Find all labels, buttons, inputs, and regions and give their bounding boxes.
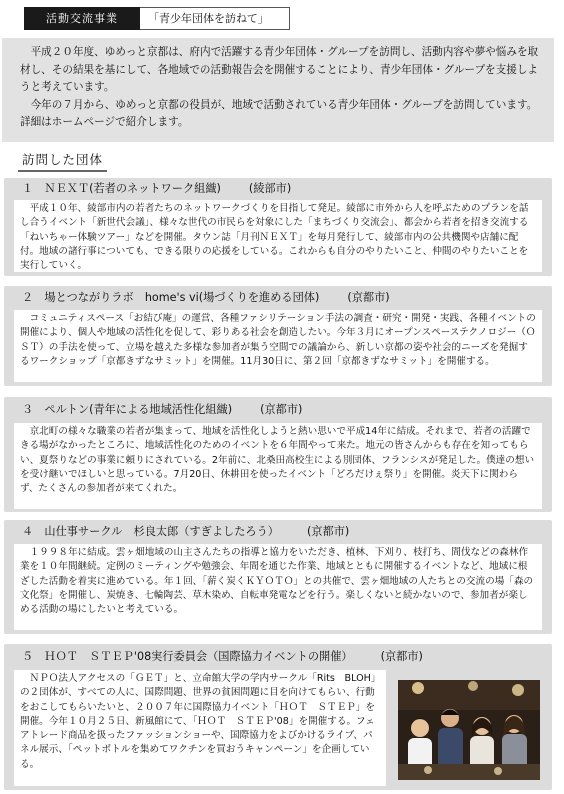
org-description: ＮＰＯ法人アクセスの「ＧＥＴ」と、立命館大学の学内サークル「Rits BLOH」の２団体が、すべての人に、国際問題、世界の貧困問題に目を向けてもらい、行動をおこしてもらいたいと、２００７年に国際協力イベント「ＨＯＴ ＳＴＥＰ」を開催。今年１０月２５日、新風館にて、「ＨＯＴ ＳＴＥＰ'08」を開催する。フェアトレード商品を扱ったファッションショーや、国際協力をよびかけるライブ、パネル展示、「ペットボトルを集めてワクチンを買おうキャンペーン」を企画している。 — [14, 670, 386, 786]
org-title: １ ＮＥＸＴ(若者のネットワーク組織) — [22, 182, 221, 195]
org-card-1 — [4, 178, 552, 276]
org-title: ５ ＨＯＴ ＳＴＥＰ'08実行委員会（国際協力イベントの開催） — [22, 650, 353, 663]
section-heading: 訪問した団体 — [18, 150, 107, 172]
org-city: (綾部市) — [248, 182, 292, 195]
org-description: コミュニティスペース「お結び庵」の運営、各種ファシリテーション手法の調査・研究・開発・実践、各種イベントの開催により、個人や地域の活性化を促して、彩りある社会を創造したい。今年３月にオープンスペーステクノロジー（ＯＳＴ）の手法を使って、立場を越えた多様な参加者が集う空間での議論から、新しい京都の姿や社会的ニーズを発掘するワークショップ「京都きずなサミット」を開催。11月30日に、第２回「京都きずなサミット」を開催する。 — [14, 310, 542, 382]
org-city: (京都市) — [347, 291, 390, 304]
org-city: (京都市) — [306, 525, 350, 538]
article-header — [24, 7, 290, 30]
org-description: 平成１０年、綾部市内の若者たちのネットワークづくりを目指して発足。綾部に市外から人を呼ぶためのプランを話し合うイベント「新世代会議」、様々な世代の市民らを対象にした「まちづくり交流会」、都会から若者を招き交流する「ねいちゃー体験ツアー」などを開催。タウン誌「月刊ＮＥＸＴ」を毎月発行して、綾部市内の公共機関や店舗に配付。地域の諸行事についても、できる限りの応援をしている。これからも自分のやりたいこと、仲間のやりたいことを実行していく。 — [14, 200, 542, 272]
intro-paragraph-1: 平成２０年度、ゆめっと京都は、府内で活躍する青少年団体・グループを訪問し、活動内容や夢や悩みを取材し、その結果を基にして、各地域での活動報告会を開催することにより、青少年団体・グループを支援しようと考えています。 — [20, 46, 539, 93]
org-card-3 — [4, 397, 552, 512]
org-title-row — [4, 520, 552, 542]
org-title-row — [4, 397, 552, 421]
org-title: ４ 山仕事サークル 杉良太郎（すぎよしたろう） — [22, 525, 279, 538]
org-city: (京都市) — [380, 650, 423, 663]
intro-paragraph-2: 今年の７月から、ゆめっと京都の役員が、地域で活動されている青少年団体・グループを訪問しています。詳細はホームページで紹介します。 — [20, 98, 538, 128]
org-description: １９９８年に結成。雲ヶ畑地域の山主さんたちの指導と協力をいただき、植林、下刈り、枝打ち、間伐などの森林作業を１０年間継続。定例のミーティングや勉強会、年間を通じた作業、地域とともに開催するイベントなど、地域に根ざした活動を着実に進めている。年１回、「薪く炭くＫＹＯＴＯ」との共催で、雲ヶ畑地域の人たちとの交流の場「森の文化祭」を開催し、炭焼き、七輪陶芸、草木染め、自転車発電などを行う。楽しくないと続かないので、参加者が楽しめる活動の場にしたいと考えている。 — [14, 544, 542, 630]
org-city: (京都市) — [260, 403, 303, 416]
article-title: 「青少年団体を訪ねて」 — [140, 7, 290, 30]
org-title: ２ 場とつながりラボ home's vi(場づくりを進める団体) — [22, 291, 320, 304]
category-tag: 活動交流事業 — [24, 7, 140, 30]
org-card-2 — [4, 286, 552, 386]
intro-box — [2, 38, 554, 142]
org-title-row — [4, 644, 552, 668]
group-photo — [398, 680, 540, 780]
org-card-4 — [4, 520, 552, 634]
org-title-row — [4, 178, 552, 198]
org-title-row — [4, 286, 552, 308]
org-description: 京北町の様々な職業の若者が集まって、地域を活性化しようと熱い思いで平成14年に結成。それまで、若者の活躍できる場がなかったところに、地域活性化のためのイベントを６年間やって来た。地元の皆さんからも存在を知ってもらい、夏祭りなどの事業に頼りにされている。2年前に、北桑田高校生による別団体、フランシスが発足した。僕達の想いを受け継いでほしいと思っている。7月20日、休耕田を使ったイベント「どろだけぇ祭り」を開催。炎天下に関わらず、たくさんの参加者が来てくれた。 — [14, 423, 542, 509]
org-title: ３ ペルトン(青年による地域活性化組織) — [22, 403, 233, 416]
